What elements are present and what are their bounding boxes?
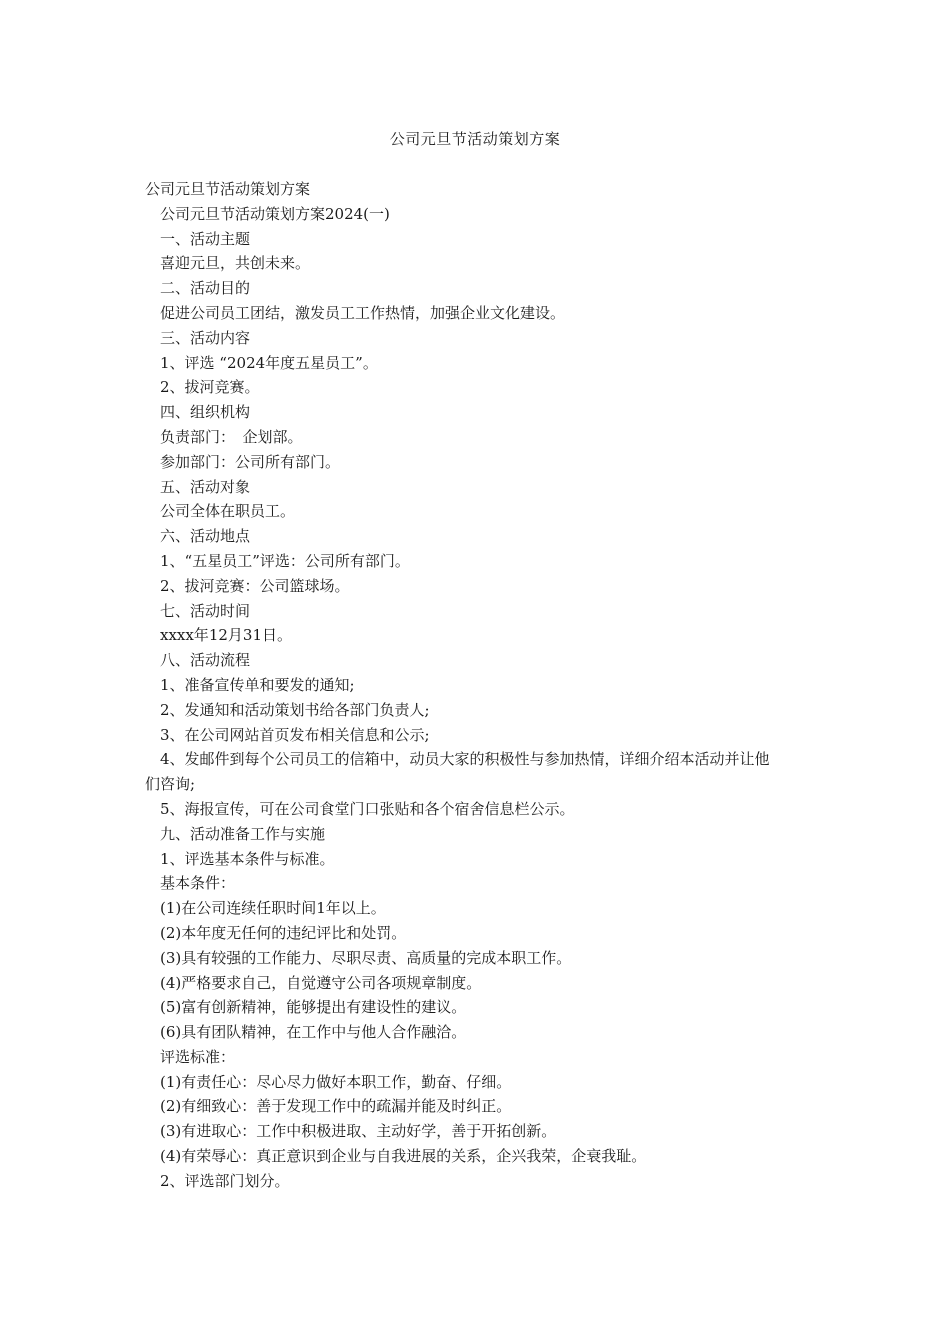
paragraph-line: 评选标准： (160, 1047, 236, 1066)
paragraph-line: (5)富有创新精神，能够提出有建设性的建议。 (160, 998, 467, 1017)
paragraph-line: xxxx年12月31日。 (160, 626, 293, 645)
paragraph-line: 八、活动流程 (160, 651, 251, 670)
paragraph-line: 促进公司员工团结，激发员工工作热情，加强企业文化建设。 (160, 303, 566, 322)
paragraph-line: 2、拔河竞赛：公司篮球场。 (160, 576, 350, 595)
paragraph-line: (2)本年度无任何的违纪评比和处罚。 (160, 923, 407, 942)
paragraph-line: 基本条件： (160, 874, 236, 893)
paragraph-line: (1)在公司连续任职时间1年以上。 (160, 899, 386, 918)
paragraph-line: 2、发通知和活动策划书给各部门负责人; (160, 700, 430, 719)
paragraph-line: 四、组织机构 (160, 403, 251, 422)
paragraph-line: 4、发邮件到每个公司员工的信箱中，动员大家的积极性与参加热情，详细介绍本活动并让他 (160, 750, 770, 769)
paragraph-line: (3)有进取心：工作中积极进取、主动好学，善于开拓创新。 (160, 1122, 557, 1141)
paragraph-line: 喜迎元旦，共创未来。 (160, 254, 311, 273)
paragraph-line: 负责部门： 企划部。 (160, 427, 303, 446)
paragraph-line: 3、在公司网站首页发布相关信息和公示; (160, 725, 430, 744)
paragraph-line: (4)有荣辱心：真正意识到企业与自我进展的关系，企兴我荣，企衰我耻。 (160, 1147, 647, 1166)
paragraph-line: 2、评选部门划分。 (160, 1171, 290, 1190)
paragraph-line: (6)具有团队精神，在工作中与他人合作融洽。 (160, 1023, 467, 1042)
paragraph-line: 公司元旦节活动策划方案 (145, 180, 311, 198)
paragraph-line: 二、活动目的 (160, 279, 251, 298)
paragraph-line: 公司全体在职员工。 (160, 502, 296, 521)
paragraph-line: 1、准备宣传单和要发的通知; (160, 675, 355, 694)
paragraph-line: 公司元旦节活动策划方案2024(一) (160, 204, 390, 223)
paragraph-line: (4)严格要求自己，自觉遵守公司各项规章制度。 (160, 973, 482, 992)
paragraph-line: 们咨询; (145, 775, 196, 794)
paragraph-line: (3)具有较强的工作能力、尽职尽责、高质量的完成本职工作。 (160, 948, 572, 967)
paragraph-line: 九、活动准备工作与实施 (160, 824, 326, 843)
paragraph-line: 七、活动时间 (160, 601, 251, 620)
paragraph-line: 5、海报宣传，可在公司食堂门口张贴和各个宿舍信息栏公示。 (160, 799, 575, 818)
paragraph-line: 六、活动地点 (160, 527, 251, 546)
paragraph-line: 参加部门：公司所有部门。 (160, 452, 341, 471)
paragraph-line: 1、评选基本条件与标准。 (160, 849, 335, 868)
document-body (145, 177, 813, 1194)
paragraph-line: 五、活动对象 (160, 477, 251, 496)
paragraph-line: 三、活动内容 (160, 328, 251, 347)
paragraph-line: 1、评选 “2024年度五星员工”。 (160, 353, 378, 372)
paragraph-line: 1、“五星员工”评选：公司所有部门。 (160, 551, 410, 570)
paragraph-line: (2)有细致心：善于发现工作中的疏漏并能及时纠正。 (160, 1097, 512, 1116)
paragraph-line: (1)有责任心：尽心尽力做好本职工作，勤奋、仔细。 (160, 1072, 512, 1091)
document-title: 公司元旦节活动策划方案 (389, 130, 561, 148)
paragraph-line: 一、活动主题 (160, 229, 251, 248)
paragraph-line: 2、拔河竞赛。 (160, 378, 260, 397)
